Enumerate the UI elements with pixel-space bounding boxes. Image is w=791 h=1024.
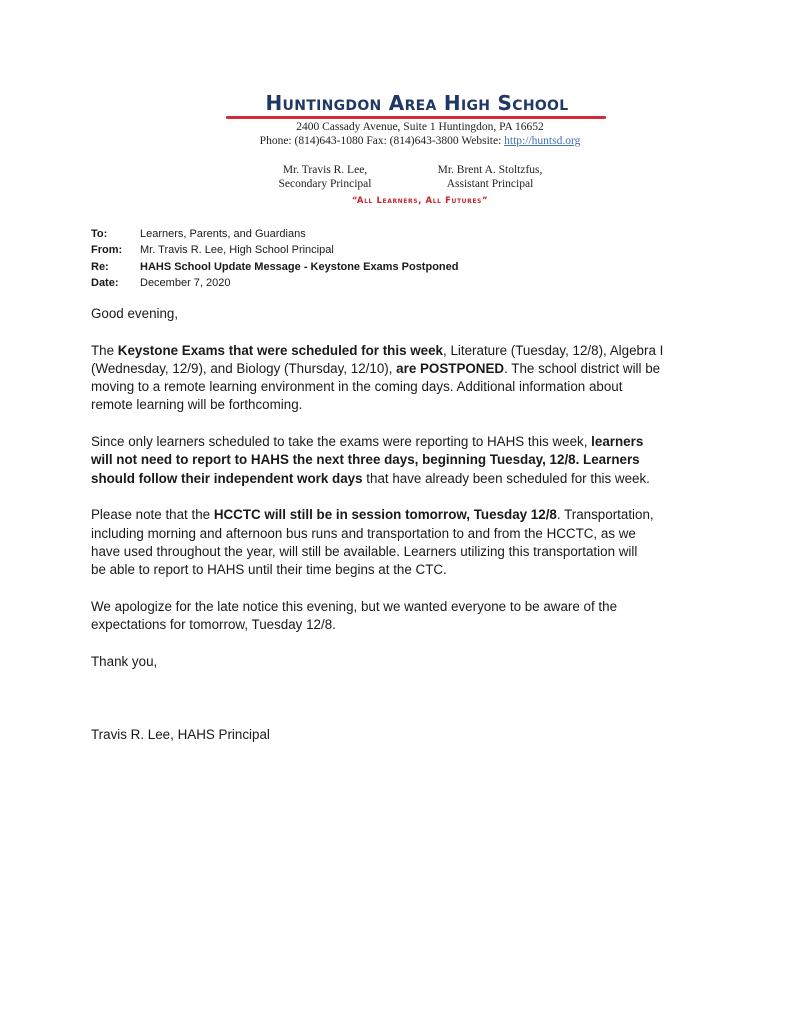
memo-date-row bbox=[91, 275, 458, 291]
phone-fax-text: Phone: (814)643-1080 Fax: (814)643-3800 Website: bbox=[259, 135, 505, 147]
school-motto: “All Learners, All Futures” bbox=[351, 196, 489, 206]
bold-text: are POSTPONED bbox=[396, 360, 505, 376]
paragraph-hcctc bbox=[91, 506, 711, 579]
paragraph-apology bbox=[91, 598, 711, 635]
memo-re-row bbox=[91, 259, 458, 275]
header-red-rule bbox=[226, 116, 606, 119]
officer-name: Mr. Travis R. Lee, bbox=[282, 164, 368, 176]
memo-from-value: Mr. Travis R. Lee, High School Principal bbox=[140, 244, 334, 257]
p4-line-1: We apologize for the late notice this evening, but we wanted everyone to be aware of the bbox=[91, 598, 618, 614]
officer-title: Secondary Principal bbox=[278, 178, 372, 190]
signature-title: HAHS Principal bbox=[177, 726, 270, 742]
p3-line-1 bbox=[91, 506, 711, 524]
p1-line-2 bbox=[91, 360, 711, 378]
officer-title: Assistant Principal bbox=[446, 178, 534, 190]
p1-line-4: remote learning will be forthcoming. bbox=[91, 397, 303, 413]
text: (Wednesday, 12/9), and Biology (Thursday, 12/10), bbox=[91, 360, 397, 376]
text: . The school district will be bbox=[504, 360, 661, 376]
bold-text: HCCTC will still be in session tomorrow, Tuesday 12/8 bbox=[213, 507, 557, 523]
greeting bbox=[91, 305, 711, 323]
officer-secondary-principal bbox=[270, 163, 380, 191]
p4-line-2: expectations for tomorrow, Tuesday 12/8. bbox=[91, 617, 336, 633]
p1-line-3: moving to a remote learning environment in the coming days. Additional information about bbox=[91, 379, 623, 395]
text: , Literature (Tuesday, 12/8), Algebra I bbox=[443, 342, 664, 358]
memo-to-value: Learners, Parents, and Guardians bbox=[140, 228, 306, 240]
closing bbox=[91, 653, 711, 671]
officer-assistant-principal bbox=[420, 163, 560, 191]
p2-line-3 bbox=[91, 470, 711, 488]
memo-to-row bbox=[91, 226, 458, 242]
p2-line-2 bbox=[91, 451, 711, 469]
text: Please note that the bbox=[91, 507, 214, 523]
officer-name: Mr. Brent A. Stoltzfus, bbox=[437, 164, 543, 176]
memo-header bbox=[91, 226, 458, 291]
memo-re-label: Re: bbox=[91, 260, 109, 273]
signature-name: Travis R. Lee, bbox=[91, 726, 174, 742]
p3-line-2: including morning and afternoon bus runs and transportation to and from the HCCTC, as we bbox=[91, 525, 636, 541]
memo-from-label: From: bbox=[91, 244, 123, 257]
memo-date-value: December 7, 2020 bbox=[140, 276, 231, 289]
signature-block bbox=[91, 726, 711, 744]
school-name: Huntingdon Area High School bbox=[265, 91, 569, 115]
letter-body bbox=[91, 305, 711, 744]
closing-text: Thank you, bbox=[91, 653, 158, 669]
paragraph-exams-postponed bbox=[91, 342, 711, 415]
greeting-text: Good evening, bbox=[91, 306, 179, 321]
text: that have already been scheduled for this week. bbox=[362, 470, 650, 486]
text: Since only learners scheduled to take the exams were reporting to HAHS this week, bbox=[91, 434, 592, 450]
bold-text: should follow their independent work days bbox=[91, 470, 363, 486]
p3-line-3: have used throughout the year, will still be available. Learners utilizing this transportation will bbox=[91, 543, 638, 559]
paragraph-reporting bbox=[91, 433, 711, 488]
signature-space bbox=[91, 689, 711, 726]
p3-line-4: be able to report to HAHS until their time begins at the CTC. bbox=[91, 562, 447, 578]
website-link[interactable]: http://huntsd.org bbox=[504, 135, 581, 147]
bold-text: Keystone Exams that were scheduled for this week bbox=[117, 342, 444, 358]
school-contact bbox=[220, 135, 620, 147]
p1-line-1 bbox=[91, 342, 711, 360]
text: The bbox=[91, 342, 118, 358]
memo-from-row bbox=[91, 242, 458, 258]
memo-date-label: Date: bbox=[91, 276, 119, 289]
memo-re-value: HAHS School Update Message - Keystone Exams Postponed bbox=[140, 260, 459, 273]
bold-text: learners bbox=[591, 434, 644, 450]
text: . Transportation, bbox=[556, 507, 654, 523]
memo-to-label: To: bbox=[91, 228, 108, 240]
bold-text: will not need to report to HAHS the next three days, beginning Tuesday, 12/8. Learners bbox=[91, 452, 640, 468]
school-address: 2400 Cassady Avenue, Suite 1 Huntingdon, PA 16652 bbox=[296, 121, 544, 133]
p2-line-1 bbox=[91, 433, 711, 451]
